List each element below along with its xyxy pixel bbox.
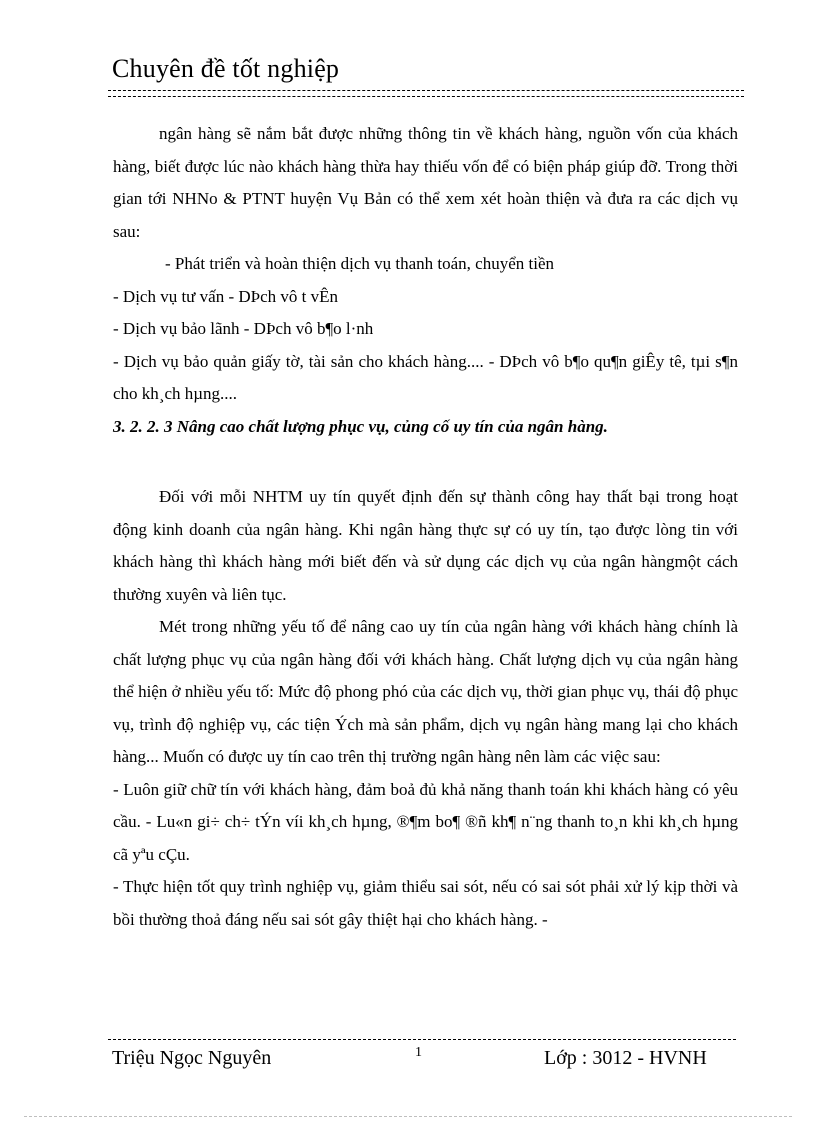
paragraph-reputation: Đối với mỗi NHTM uy tín quyết định đến sự thành công hay thất bại trong hoạt động kinh doanh của ngân hàng. Khi ngân hàng thực sự có uy tín, tạo được lòng tin với khách hàng thì khách hàng mới biết đến và sử dụng các dịch vụ của ngân hàngmột cách thường xuyên và liên tục.	[113, 487, 738, 604]
footer-class: Lớp : 3012 - HVNH	[544, 1047, 707, 1069]
header-rule-secondary	[108, 96, 744, 97]
bullet-process: - Thực hiện tốt quy trình nghiệp vụ, giảm thiểu sai sót, nếu có sai sót phải xử lý kịp thời và bồi thường thoả đáng nếu sai sót gây thiệt hại cho khách hàng. -	[113, 877, 738, 929]
paragraph-service-quality: Mét trong những yếu tố để nâng cao uy tín của ngân hàng với khách hàng chính là chất lượng phục vụ của ngân hàng đối với khách hàng. Chất lượng dịch vụ của ngân hàng thể hiện ở nhiều yếu tố: Mức độ phong phó của các dịch vụ, thời gian phục vụ, thái độ phục vụ, trình độ nghiệp vụ, các tiện Ých mà sản phẩm, dịch vụ ngân hàng mang lại cho khách hàng... Muốn có được uy tín cao trên thị trường ngân hàng nên làm các việc sau:	[113, 617, 738, 766]
bullet-consulting-service: - Dịch vụ tư vấn - DÞch vô t vÊn	[113, 286, 338, 306]
document-body	[113, 118, 738, 936]
page-header-title: Chuyên đề tốt nghiệp	[112, 54, 340, 83]
page-bottom-edge	[24, 1116, 792, 1117]
bullet-keep-trust: - Luôn giữ chữ tín với khách hàng, đảm boả đủ khả năng thanh toán khi khách hàng có yêu cầu. - Lu«n gi÷ ch÷ tÝn víi kh¸ch hµng, ®¶m bo¶ ®ñ kh¶ n¨ng thanh to¸n khi kh¸ch hµng cã yªu cÇu.	[113, 779, 738, 864]
bullet-payment-service: - Phát triển và hoàn thiện dịch vụ thanh toán, chuyển tiền	[165, 254, 555, 273]
footer-author: Triệu Ngọc Nguyên	[112, 1047, 272, 1069]
section-heading: 3. 2. 2. 3 Nâng cao chất lượng phục vụ, củng cố uy tín của ngân hàng.	[113, 416, 608, 436]
bullet-guarantee-service: - Dịch vụ bảo lãnh - DÞch vô b¶o l·nh	[113, 319, 374, 338]
footer-rule	[108, 1039, 736, 1040]
paragraph-intro: ngân hàng sẽ nắm bắt được những thông tin về khách hàng, nguồn vốn của khách hàng, biết được lúc nào khách hàng thừa hay thiếu vốn để có biện pháp giúp đỡ. Trong thời gian tới NHNo & PTNT huyện Vụ Bản có thể xem xét hoàn thiện và đưa ra các dịch vụ sau:	[113, 124, 738, 241]
page-number: 1	[415, 1045, 422, 1060]
header-rule	[108, 90, 744, 91]
bullet-custody-service: - Dịch vụ bảo quản giấy tờ, tài sản cho khách hàng.... - DÞch vô b¶o qu¶n giÊy tê, tµi s¶n cho kh¸ch hµng....	[113, 351, 738, 403]
paragraph-spacer	[113, 443, 738, 481]
